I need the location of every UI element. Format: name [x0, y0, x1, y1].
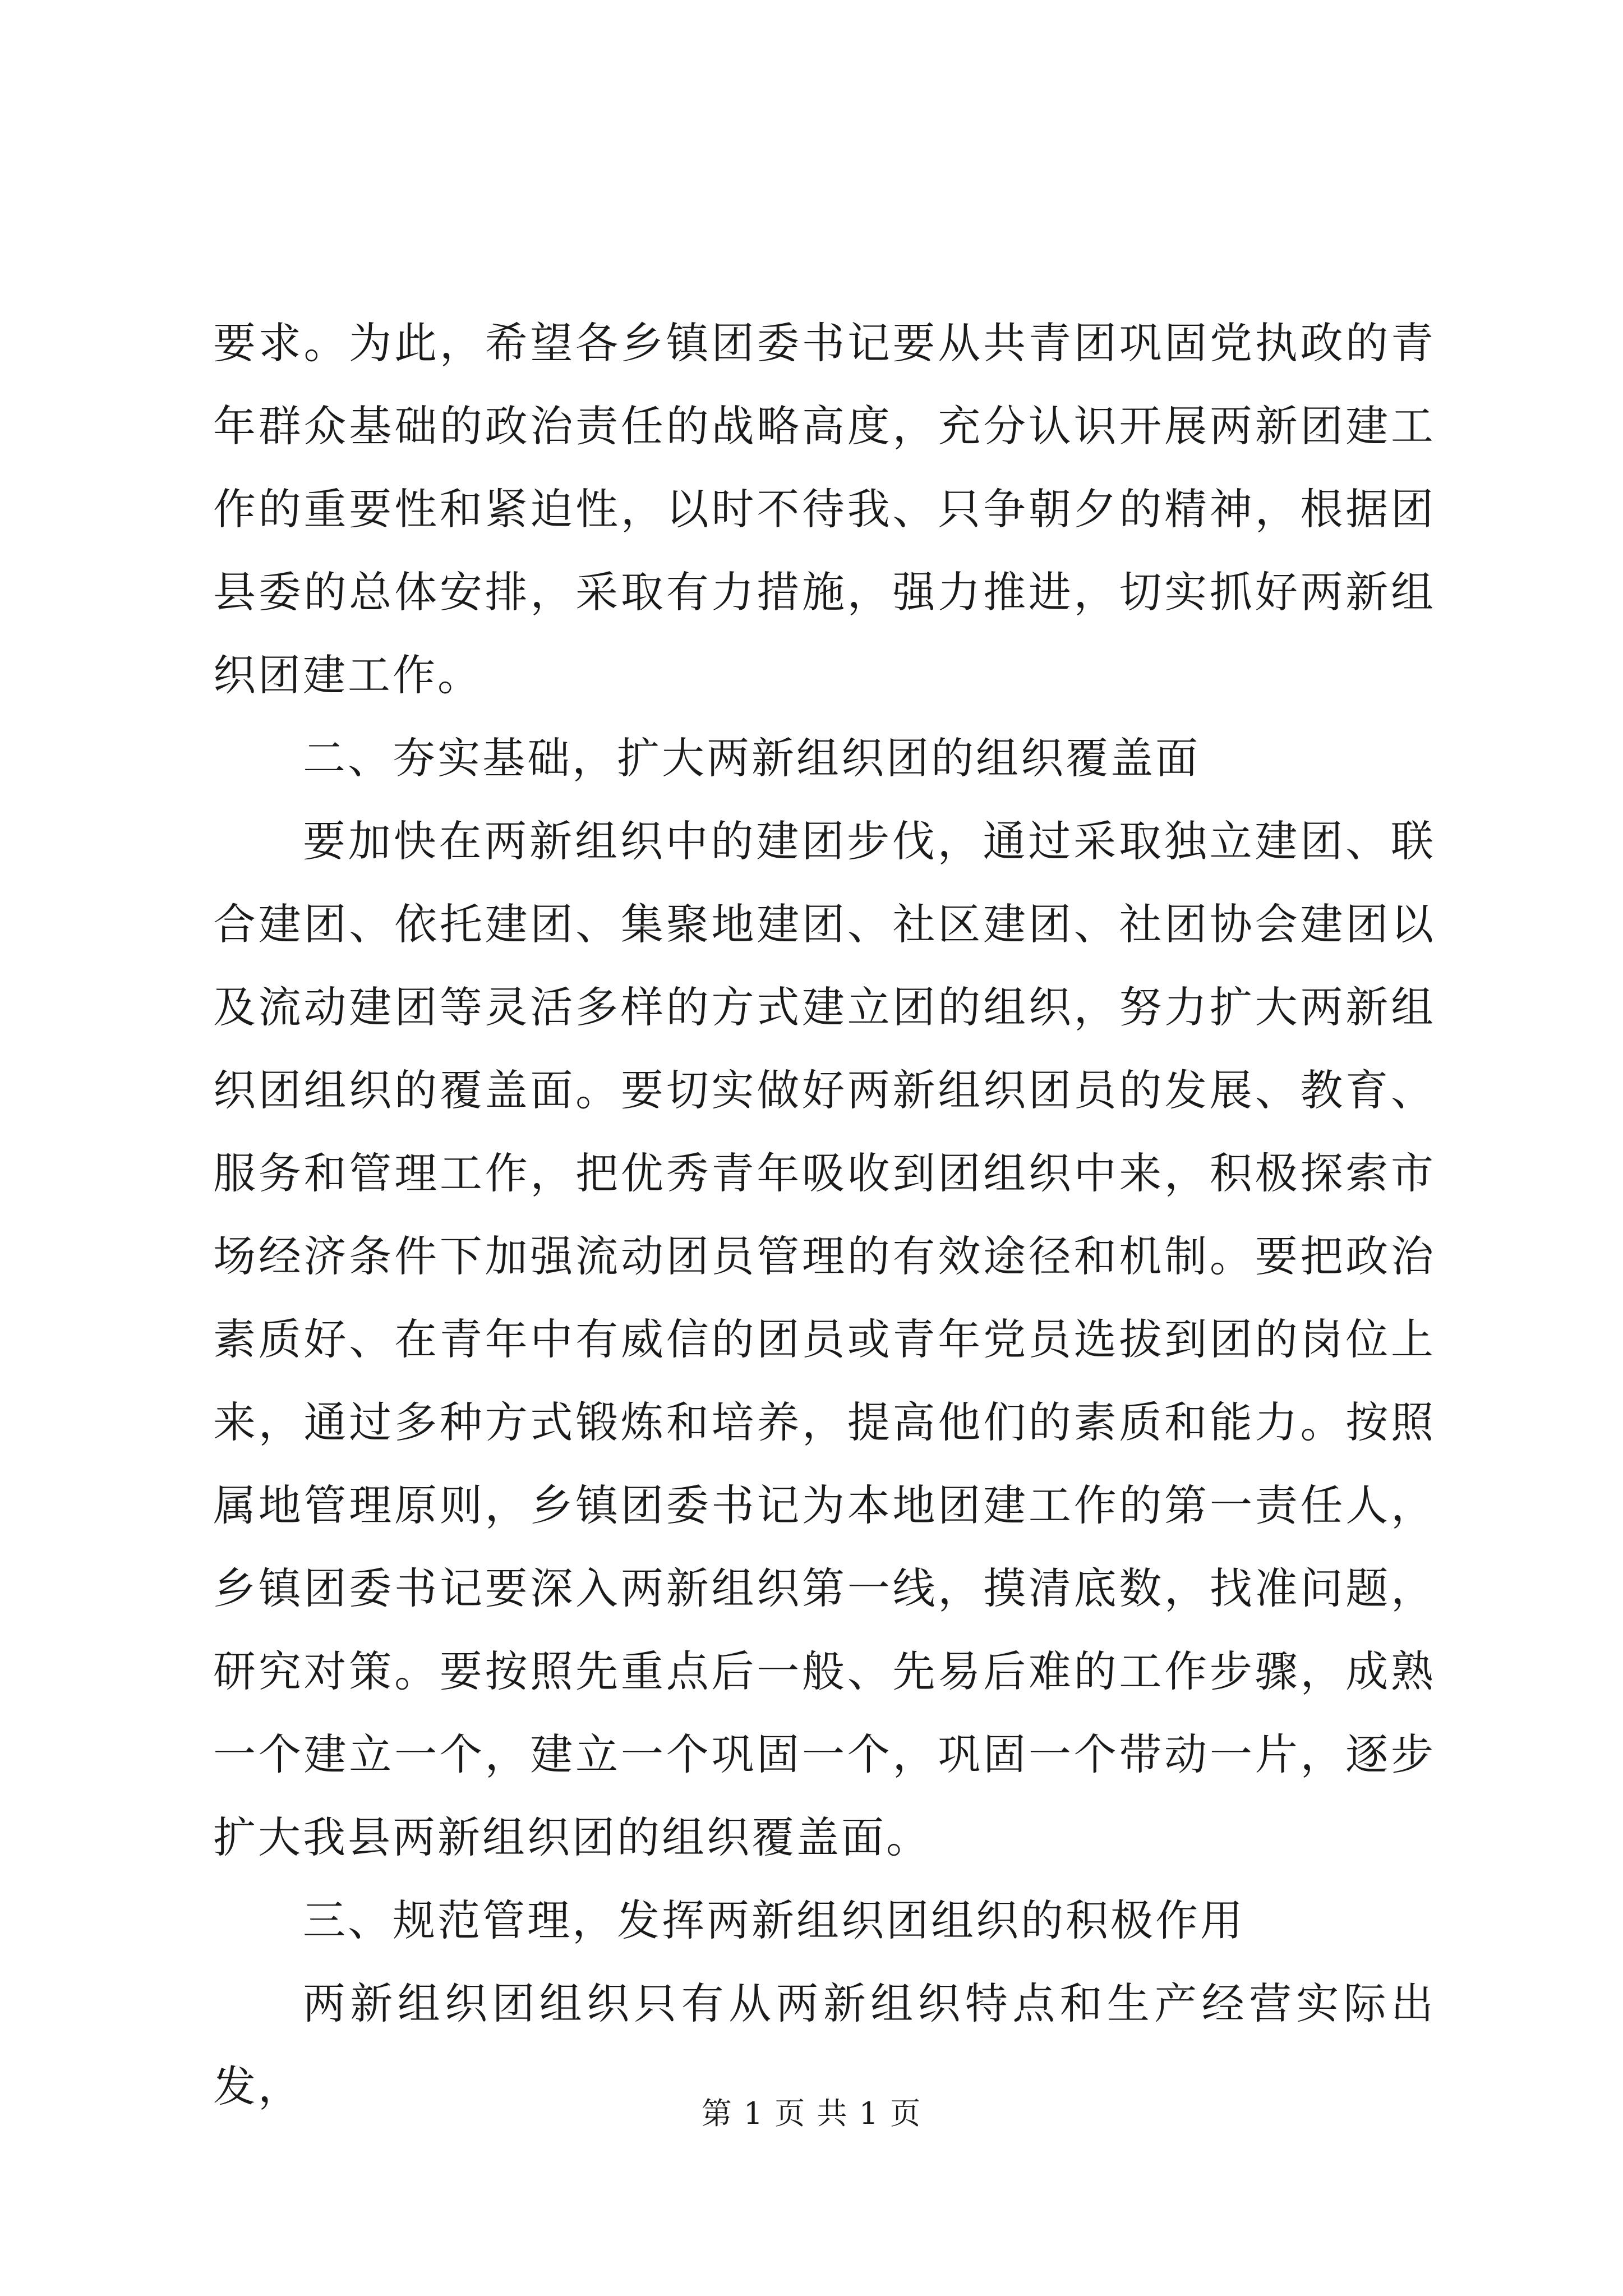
section-heading-3: 三、规范管理，发挥两新组织团组织的积极作用 — [303, 1895, 1245, 1945]
paragraph-section-2: 要加快在两新组织中的建团步伐，通过采取独立建团、联合建团、依托建团、集聚地建团、社区建团、社团协会建团以及流动建团等灵活多样的方式建立团的组织，努力扩大两新组织团组织的覆盖面。要切实做好两新组织团员的发展、教育、服务和管理工作，把优秀青年吸收到团组织中来，积极探索市场经济条件下加强流动团员管理的有效途径和机制。要把政治素质好、在青年中有威信的团员或青年党员选拔到团的岗位上来，通过多种方式锻炼和培养，提高他们的素质和能力。按照属地管理原则，乡镇团委书记为本地团建工作的第一责任人，乡镇团委书记要深入两新组织第一线，摸清底数，找准问题，研究对策。要按照先重点后一般、先易后难的工作步骤，成熟一个建立一个，建立一个巩固一个，巩固一个带动一片，逐步扩大我县两新组织团的组织覆盖面。 — [213, 816, 1436, 1862]
page-number-footer: 第 1 页 共 1 页 — [701, 2096, 922, 2131]
paragraph-intro-end: 要求。为此，希望各乡镇团委书记要从共青团巩固党执政的青年群众基础的政治责任的战略高度，充分认识开展两新团建工作的重要性和紧迫性，以时不待我、只争朝夕的精神，根据团县委的总体安排，采取有力措施，强力推进，切实抓好两新组织团建工作。 — [213, 318, 1436, 700]
section-heading-2: 二、夯实基础，扩大两新组织团的组织覆盖面 — [303, 733, 1200, 783]
document-body — [213, 302, 1436, 2128]
paragraph-section-3: 两新组织团组织只有从两新组织特点和生产经营实际出发， — [213, 1978, 1436, 2111]
